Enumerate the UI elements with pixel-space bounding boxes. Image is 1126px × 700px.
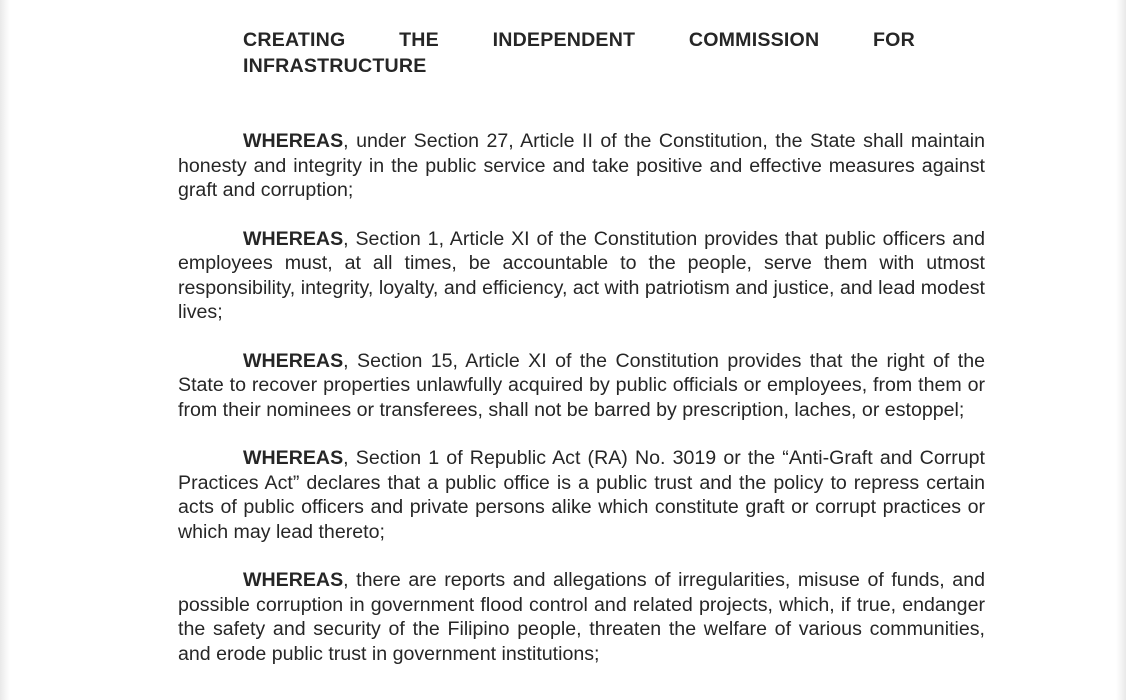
clause-text: , Section 1 of Republic Act (RA) No. 3019 or the “Anti-Graft and Corrupt Practices Act” declares that a public office is a public trust and the policy to repress certain acts of public officers and private persons alike which constitute graft or corrupt practices or which may lead thereto; — [178, 447, 985, 543]
whereas-clause-2 — [178, 227, 985, 325]
document-title — [243, 27, 985, 79]
title-word: THE — [399, 29, 439, 51]
whereas-clause-3 — [178, 349, 985, 423]
whereas-clause-1 — [178, 129, 985, 203]
clause-lead: WHEREAS — [243, 569, 344, 591]
clause-text: , Section 15, Article XI of the Constitution provides that the right of the State to recover properties unlawfully acquired by public officials or employees, from them or from their nominees or transferees, shall not be barred by prescription, laches, or estoppel; — [178, 349, 985, 421]
title-word: COMMISSION — [688, 29, 820, 51]
title-word: FOR — [872, 29, 915, 51]
whereas-clause-4 — [178, 446, 985, 544]
clause-lead: WHEREAS — [243, 227, 344, 250]
page-edge-right — [1116, 0, 1126, 700]
title-word: INDEPENDENT — [492, 29, 636, 51]
title-line-1 — [243, 27, 915, 53]
clause-lead: WHEREAS — [243, 349, 344, 372]
page-edge-left — [0, 0, 10, 700]
clause-lead: WHEREAS — [243, 130, 344, 152]
clause-lead: WHEREAS — [243, 447, 344, 469]
title-word: CREATING — [243, 29, 346, 51]
clause-text: , there are reports and allegations of irregularities, misuse of funds, and possible corruption in government flood control and related projects, which, if true, endanger the safety and security of the Filipino people, threaten the welfare of various communities, and erode public trust in government institutions; — [178, 569, 985, 665]
clause-text: , under Section 27, Article II of the Constitution, the State shall maintain honesty and integrity in the public service and take positive and effective measures against graft and corruption; — [178, 130, 985, 201]
whereas-clause-5 — [178, 568, 985, 666]
document-page — [178, 27, 985, 666]
clause-text: , Section 1, Article XI of the Constitution provides that public officers and employees must, at all times, be accountable to the people, serve them with utmost responsibility, integrity, loyalty, and efficiency, act with patriotism and justice, and lead modest lives; — [178, 227, 985, 323]
title-line-2: INFRASTRUCTURE — [243, 55, 427, 77]
